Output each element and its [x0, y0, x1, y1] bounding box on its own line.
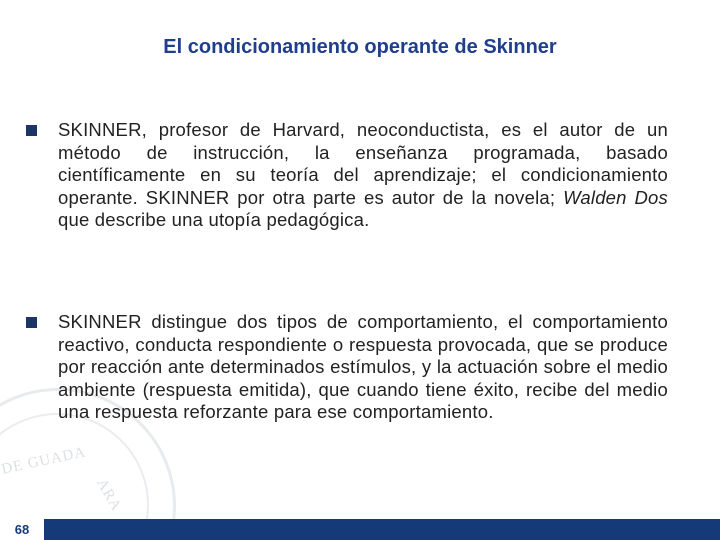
bullet-1-text-before: SKINNER, profesor de Harvard, neoconductista, es el autor de un método de instrucción, la enseñanza programada, basado científicamente en su teoría del aprendizaje; el condicionamiento operante. SKINNER por otra parte es autor de la novela; — [58, 119, 668, 208]
seal-text-right: ARA — [93, 476, 125, 515]
bullet-square-icon — [26, 317, 37, 328]
bullet-1-text-after: que describe una utopía pedagógica. — [58, 209, 370, 230]
bullet-paragraph-2: SKINNER distingue dos tipos de comportamiento, el comportamiento reactivo, conducta respondiente o respuesta provocada, que se produce por reacción ante determinados estímulos, y la actuación sobre el medio ambiente (respuesta emitida), que cuando tiene éxito, recibe del medio una respuesta reforzante para ese comportamiento. — [58, 311, 668, 422]
seal-text-left: DE GUADA — [0, 444, 88, 478]
page-number: 68 — [0, 519, 44, 540]
slide-title: El condicionamiento operante de Skinner — [163, 36, 557, 58]
bullet-paragraph-1 — [58, 119, 668, 232]
footer-bar — [0, 519, 720, 540]
bullet-square-icon — [26, 125, 37, 136]
novel-title: Walden Dos — [563, 186, 668, 208]
